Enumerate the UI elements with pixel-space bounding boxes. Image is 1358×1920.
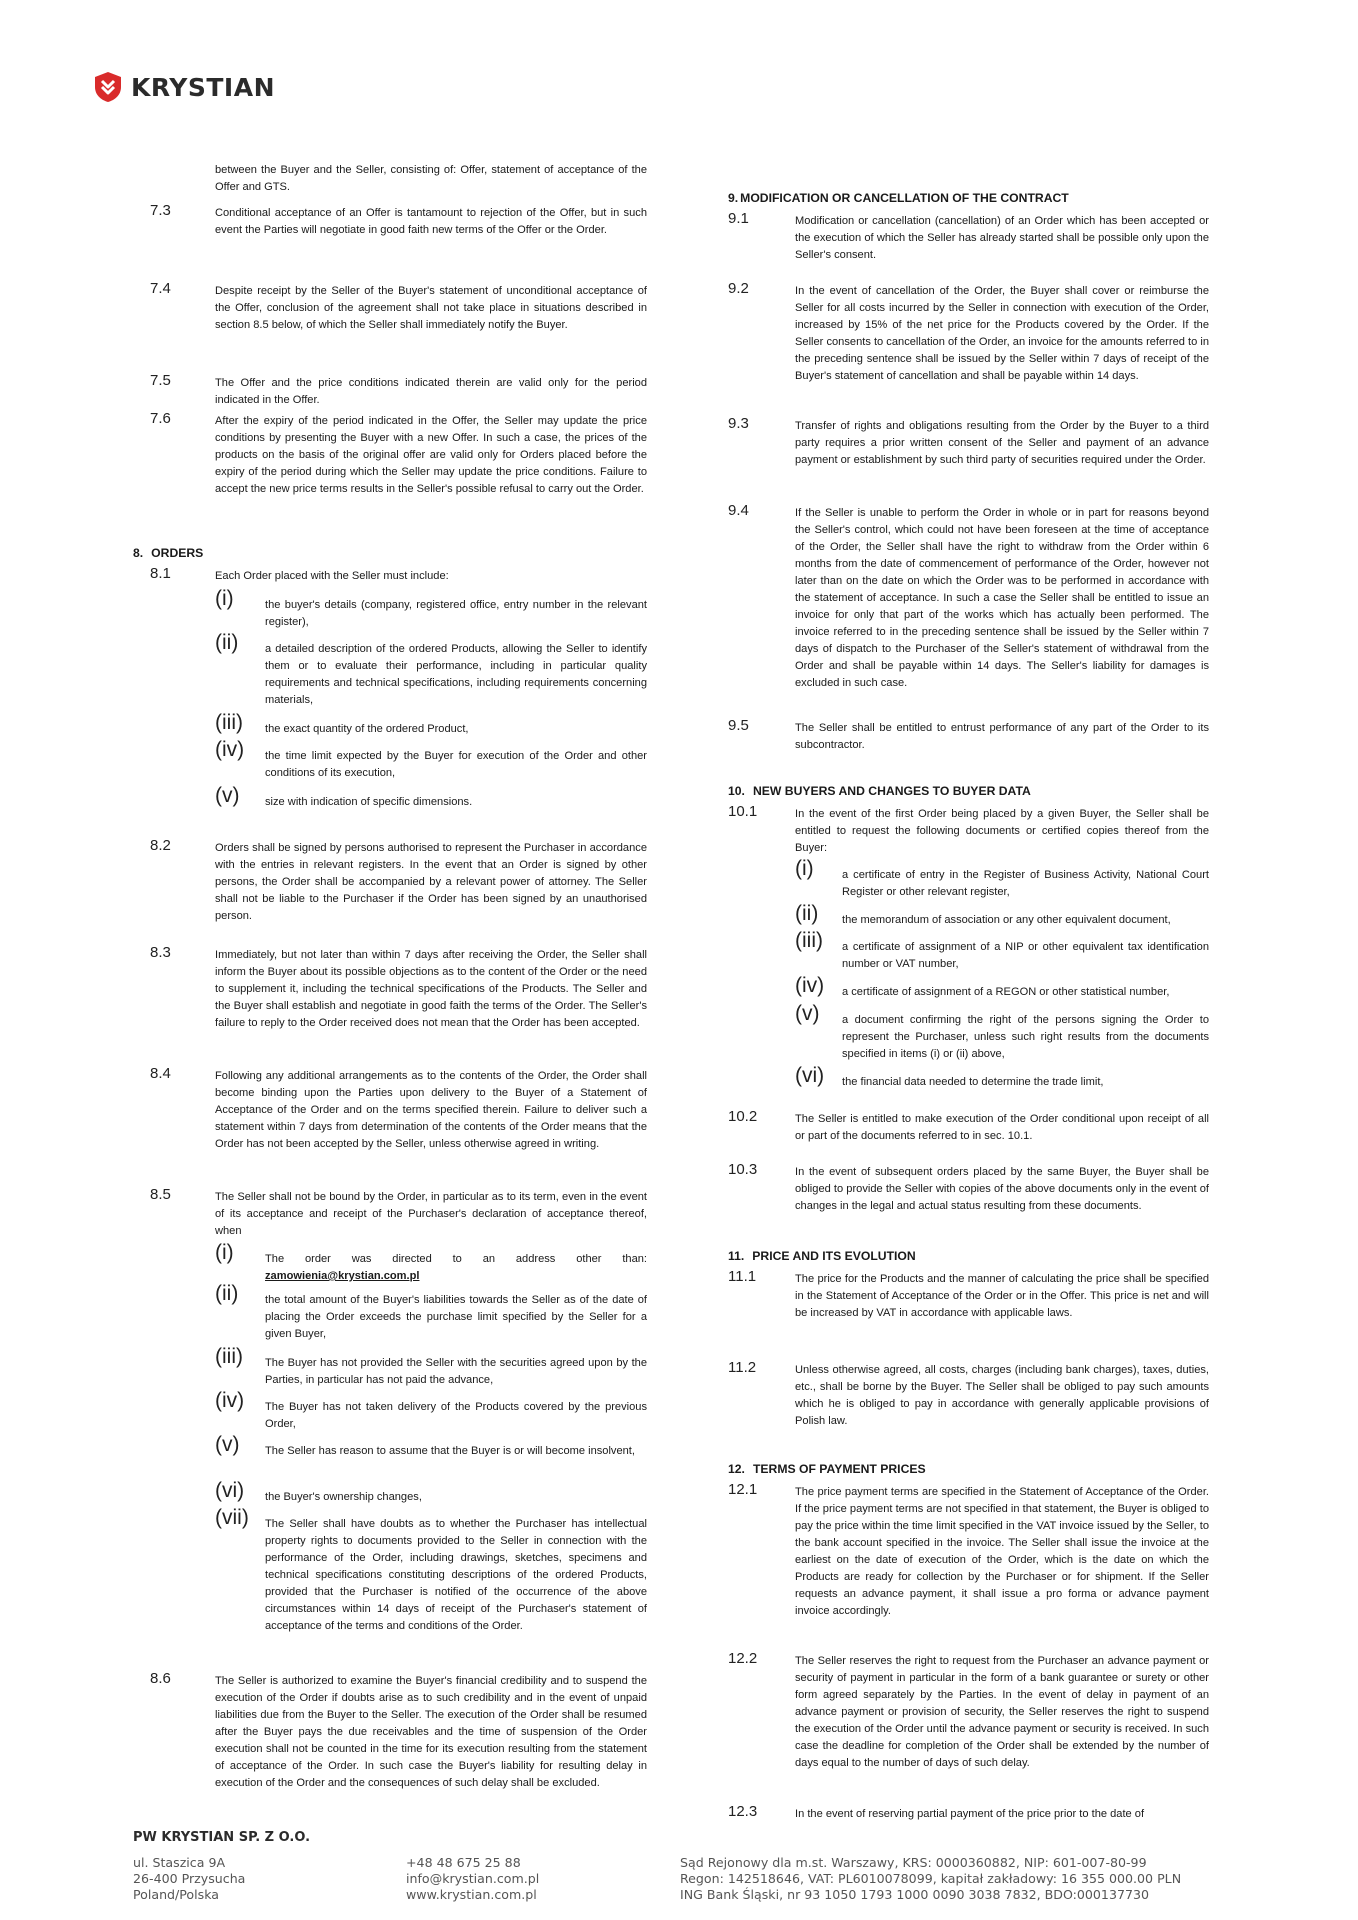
- clause-number: 7.4: [150, 280, 171, 297]
- item-text: size with indication of specific dimensions.: [265, 796, 473, 808]
- clause-text: Unless otherwise agreed, all costs, charges (including bank charges), taxes, duties, etc., shall be borne by the Buyer. The Seller shall be obliged to pay such amounts which he is obliged to pay in accordance with generally applicable provisions of Polish law.: [795, 1364, 1209, 1427]
- section-title: MODIFICATION OR CANCELLATION OF THE CONTRACT: [740, 191, 1069, 205]
- clause-number: 10.3: [728, 1161, 758, 1178]
- section-number: 8.: [133, 546, 144, 560]
- company-logo: [93, 70, 275, 104]
- registry-line: Regon: 142518646, VAT: PL6010078099, kapitał zakładowy: 16 355 000.00 PLN: [680, 1871, 1182, 1886]
- clause-7-2-continuation: between the Buyer and the Seller, consisting of: Offer, statement of acceptance of the Offer and GTS.: [215, 164, 647, 193]
- section-title: ORDERS: [151, 546, 204, 560]
- clause-text: Immediately, but not later than within 7 days after receiving the Order, the Seller shall inform the Buyer about its possible objections as to the content of the Order or the need to supplement it, including the technical specifications of the Products. The Seller and the Buyer shall establish and negotiate in good faith the terms of the Order. The Seller's failure to reply to the Order received does not mean that the Order has been accepted.: [215, 949, 647, 1029]
- phone-number[interactable]: +48 48 675 25 88: [406, 1855, 521, 1870]
- section-title: TERMS OF PAYMENT PRICES: [752, 1462, 926, 1476]
- registry-line: Sąd Rejonowy dla m.st. Warszawy, KRS: 0000360882, NIP: 601-007-80-99: [680, 1855, 1147, 1870]
- item-text: a certificate of entry in the Register of Business Activity, National Court Register or other relevant register,: [842, 869, 1209, 898]
- clause-number: 7.3: [150, 202, 171, 219]
- item-number: (iv): [215, 1389, 245, 1412]
- section-title: NEW BUYERS AND CHANGES TO BUYER DATA: [752, 784, 1031, 798]
- section-number: 12.: [728, 1462, 745, 1476]
- clause-number: 8.2: [150, 837, 171, 854]
- item-number: (v): [215, 784, 240, 807]
- clause-text: The Seller shall be entitled to entrust performance of any part of the Order to its subcontractor.: [795, 722, 1209, 751]
- clause-text: The price for the Products and the manner of calculating the price shall be specified in the Statement of Acceptance of the Order or in the Offer. This price is net and will be increased by VAT in accordance with applicable laws.: [795, 1273, 1209, 1319]
- item-number: (vii): [215, 1506, 249, 1529]
- item-text: the exact quantity of the ordered Product,: [265, 723, 469, 735]
- item-text: the memorandum of association or any other equivalent document,: [842, 914, 1171, 926]
- logo-text: KRYSTIAN: [131, 72, 275, 102]
- clause-number: 11.2: [728, 1359, 757, 1376]
- website-link[interactable]: www.krystian.com.pl: [406, 1887, 537, 1902]
- clause-number: 12.3: [728, 1803, 758, 1820]
- clause-number: 8.4: [150, 1065, 171, 1082]
- clause-text: In the event of cancellation of the Order, the Buyer shall cover or reimburse the Seller for all costs incurred by the Seller in connection with execution of the Order, increased by 15% of the net price for the Products covered by the Order. If the Seller consents to cancellation of the Order, an invoice for the amounts referred to in the preceding sentence shall be issued by the Seller within 7 days of receipt of the Buyer's statement of cancellation and shall be payable within 14 days.: [795, 285, 1209, 382]
- clause-text: After the expiry of the period indicated in the Offer, the Seller may update the price conditions by presenting the Buyer with a new Offer. In such a case, the prices of the products on the basis of the original offer are valid only for Orders placed before the expiry of the period during which the Seller may update the price conditions. Failure to accept the new price terms results in the Seller's possible refusal to carry out the Order.: [215, 415, 647, 495]
- clause-text: Following any additional arrangements as to the contents of the Order, the Order shall become binding upon the Parties upon delivery to the Buyer of a Statement of Acceptance of the Order and on the terms specified therein. Failure to deliver such a statement within 7 days from determination of the contents of the Order means that the Order has not been accepted by the Seller, unless otherwise agreed in writing.: [215, 1070, 647, 1150]
- item-text: The Seller shall have doubts as to whether the Purchaser has intellectual property rights to documents provided to the Seller in connection with the performance of the Order, including drawings, sketches, specimens and technical specifications constituting descriptions of the ordered Products, provided that the Purchaser is notified of the occurrence of the above circumstances within 14 days of receipt of the Purchaser's statement of acceptance of the terms and conditions of the Order.: [265, 1518, 647, 1632]
- footer-company-name: PW KRYSTIAN SP. Z O.O.: [133, 1830, 311, 1845]
- clause-number: 8.6: [150, 1670, 171, 1687]
- email-link[interactable]: info@krystian.com.pl: [406, 1871, 540, 1886]
- item-number: (i): [215, 1241, 234, 1264]
- item-text: The Buyer has not taken delivery of the Products covered by the previous Order,: [265, 1401, 647, 1430]
- clause-text: Each Order placed with the Seller must include:: [215, 570, 449, 582]
- clause-number: 9.2: [728, 280, 749, 297]
- item-number: (ii): [215, 631, 239, 654]
- section-heading-9: [728, 190, 1069, 207]
- clause-number: 11.1: [728, 1268, 757, 1285]
- clause-text: The price payment terms are specified in the Statement of Acceptance of the Order. If the price payment terms are not specified in that statement, the Buyer is obliged to pay the price within the time limit specified in the VAT invoice issued by the Seller, to the bank account specified in the invoice. The Seller shall issue the invoice at the earliest on the date of execution of the Order, which is the date on which the Products are ready for collection by the Purchaser or for shipment. If the Seller requests an advance payment, it shall issue a pro forma or advance payment invoice accordingly.: [795, 1486, 1209, 1617]
- section-heading-12: [728, 1461, 926, 1478]
- item-text: the total amount of the Buyer's liabilities towards the Seller as of the date of placing the Order exceeds the purchase limit specified by the Seller for a given Buyer,: [265, 1294, 647, 1340]
- section-heading-10: [728, 783, 1031, 800]
- item-text: a certificate of assignment of a REGON or other statistical number,: [842, 986, 1170, 998]
- footer-address: [133, 1855, 245, 1903]
- clause-number: 9.4: [728, 502, 749, 519]
- order-email-link[interactable]: zamowienia@krystian.com.pl: [265, 1270, 420, 1282]
- item-text: a detailed description of the ordered Products, allowing the Seller to identify them or to evaluate their performance, including in particular quality requirements and technical specifications, including requirements concerning materials,: [265, 643, 647, 706]
- item-text: The Buyer has not provided the Seller with the securities agreed upon by the Parties, in particular has not paid the advance,: [265, 1357, 647, 1386]
- item-number: (vi): [795, 1064, 825, 1087]
- clause-text: In the event of the first Order being placed by a given Buyer, the Seller shall be entitled to request the following documents or certified copies thereof from the Buyer:: [795, 808, 1209, 854]
- clause-number: 8.3: [150, 944, 171, 961]
- clause-number: 9.1: [728, 210, 749, 227]
- clause-text: The Seller is entitled to make execution of the Order conditional upon receipt of all or part of the documents referred to in sec. 10.1.: [795, 1113, 1209, 1142]
- item-number: (iv): [215, 738, 245, 761]
- footer-contact: [406, 1855, 539, 1903]
- address-line: Poland/Polska: [133, 1887, 219, 1902]
- item-number: (vi): [215, 1479, 245, 1502]
- section-heading-11: [728, 1248, 916, 1265]
- item-number: (iii): [215, 711, 243, 734]
- item-number: (i): [215, 587, 234, 610]
- item-number: (ii): [795, 902, 819, 925]
- item-line: The order was directed to an address other than:: [265, 1253, 647, 1265]
- clause-number: 9.5: [728, 717, 749, 734]
- clause-number: 7.5: [150, 372, 171, 389]
- clause-number: 10.1: [728, 803, 758, 820]
- item-number: (i): [795, 857, 814, 880]
- registry-line: ING Bank Śląski, nr 93 1050 1793 1000 0090 3038 7832, BDO:000137730: [680, 1887, 1150, 1902]
- clause-number: 8.1: [150, 565, 171, 582]
- clause-number: 10.2: [728, 1108, 758, 1125]
- item-text: the buyer's details (company, registered office, entry number in the relevant register),: [265, 599, 647, 628]
- clause-number: 7.6: [150, 410, 171, 427]
- clause-text: Conditional acceptance of an Offer is tantamount to rejection of the Offer, but in such event the Parties will negotiate in good faith new terms of the Offer or the Order.: [215, 207, 647, 236]
- section-heading-8: [133, 545, 203, 562]
- item-text: the Buyer's ownership changes,: [265, 1491, 422, 1503]
- item-text: a certificate of assignment of a NIP or other equivalent tax identification number or VAT number,: [842, 941, 1209, 970]
- clause-number: 12.2: [728, 1650, 758, 1667]
- item-text: [265, 1251, 647, 1285]
- item-number: (iii): [795, 929, 823, 952]
- address-line: ul. Staszica 9A: [133, 1855, 226, 1870]
- item-text: The Seller has reason to assume that the Buyer is or will become insolvent,: [265, 1445, 635, 1457]
- clause-text: Despite receipt by the Seller of the Buyer's statement of unconditional acceptance of the Offer, conclusion of the agreement shall not take place in situations described in section 8.5 below, of which the Seller shall immediately notify the Buyer.: [215, 285, 647, 331]
- clause-text: The Seller reserves the right to request from the Purchaser an advance payment or security of payment in particular in the form of a bank guarantee or surety or other form agreed separately by the Parties. In the event of delay in payment of an advance payment or provision of security, the Seller reserves the right to suspend the execution of the Order until the advance payment or security is received. In such case the deadline for completion of the Order shall be extended by the number of days equal to the number of days of such delay.: [795, 1655, 1209, 1769]
- item-number: (iii): [215, 1345, 243, 1368]
- clause-text: The Seller shall not be bound by the Order, in particular as to its term, even in the event of its acceptance and receipt of the Purchaser's declaration of acceptance thereof, when: [215, 1191, 647, 1237]
- shield-logo-icon: [93, 71, 123, 103]
- clause-text: In the event of reserving partial payment of the price prior to the date of: [795, 1808, 1145, 1820]
- item-number: (ii): [215, 1282, 239, 1305]
- item-text: the financial data needed to determine the trade limit,: [842, 1076, 1104, 1088]
- section-number: 9.: [728, 191, 739, 205]
- clause-text: Modification or cancellation (cancellation) of an Order which has been accepted or the execution of which the Seller has already started shall be possible only upon the Seller's consent.: [795, 215, 1209, 261]
- item-number: (v): [215, 1433, 240, 1456]
- clause-text: In the event of subsequent orders placed by the same Buyer, the Buyer shall be obliged to provide the Seller with copies of the above documents only in the event of changes in the legal and actual status resulting from these documents.: [795, 1166, 1209, 1212]
- item-text: a document confirming the right of the persons signing the Order to represent the Purchaser, unless such right results from the documents specified in items (i) or (ii) above,: [842, 1014, 1209, 1060]
- clause-number: 9.3: [728, 415, 749, 432]
- address-line: 26-400 Przysucha: [133, 1871, 246, 1886]
- clause-text: Transfer of rights and obligations resulting from the Order by the Buyer to a third party requires a prior written consent of the Seller and payment of an advance payment or establishment by such third party of securities required under the Order.: [795, 420, 1209, 466]
- section-number: 10.: [728, 784, 745, 798]
- clause-text: The Seller is authorized to examine the Buyer's financial credibility and to suspend the execution of the Order if doubts arise as to such credibility and in the event of unpaid liabilities due from the Buyer to the Seller. The execution of the Order shall be resumed after the Buyer pays the due receivables and the time of suspension of the Order execution shall not be counted in the time for its execution resulting from the statement of acceptance of the Order. In such case the Buyer's liability for resulting delay in execution of the Order and the consequences of such delay shall be excluded.: [215, 1675, 647, 1789]
- section-number: 11.: [728, 1249, 745, 1263]
- clause-number: 8.5: [150, 1186, 171, 1203]
- item-number: (iv): [795, 974, 825, 997]
- clause-text: If the Seller is unable to perform the Order in whole or in part for reasons beyond the Seller's control, which could not have been foreseen at the time of acceptance of the Order, the Seller shall have the right to withdraw from the Order within 6 months from the date of commencement of performance of the Order, however not later than on the date on which the Order was to be performed in accordance with the statement of acceptance. In such a case the Seller shall be entitled to issue an invoice for only that part of the works which has actually been performed. The invoice referred to in the preceding sentence shall be issued by the Seller within 7 days of dispatch to the Purchaser of the Seller's statement of withdrawal from the Order and shall be payable within 14 days. The Seller's liability for damages is excluded in such case.: [795, 507, 1209, 689]
- section-title: PRICE AND ITS EVOLUTION: [752, 1249, 916, 1263]
- footer-registry: [680, 1855, 1181, 1903]
- clause-text: The Offer and the price conditions indicated therein are valid only for the period indicated in the Offer.: [215, 377, 647, 406]
- clause-text: Orders shall be signed by persons authorised to represent the Purchaser in accordance with the entries in relevant registers. In the event that an Order is signed by other persons, the Order shall be accompanied by a relevant power of attorney. The Seller shall not be liable to the Purchaser if the Order has been signed by an unauthorised person.: [215, 842, 647, 922]
- clause-number: 12.1: [728, 1481, 758, 1498]
- item-text: the time limit expected by the Buyer for execution of the Order and other conditions of its execution,: [265, 750, 647, 779]
- item-number: (v): [795, 1002, 820, 1025]
